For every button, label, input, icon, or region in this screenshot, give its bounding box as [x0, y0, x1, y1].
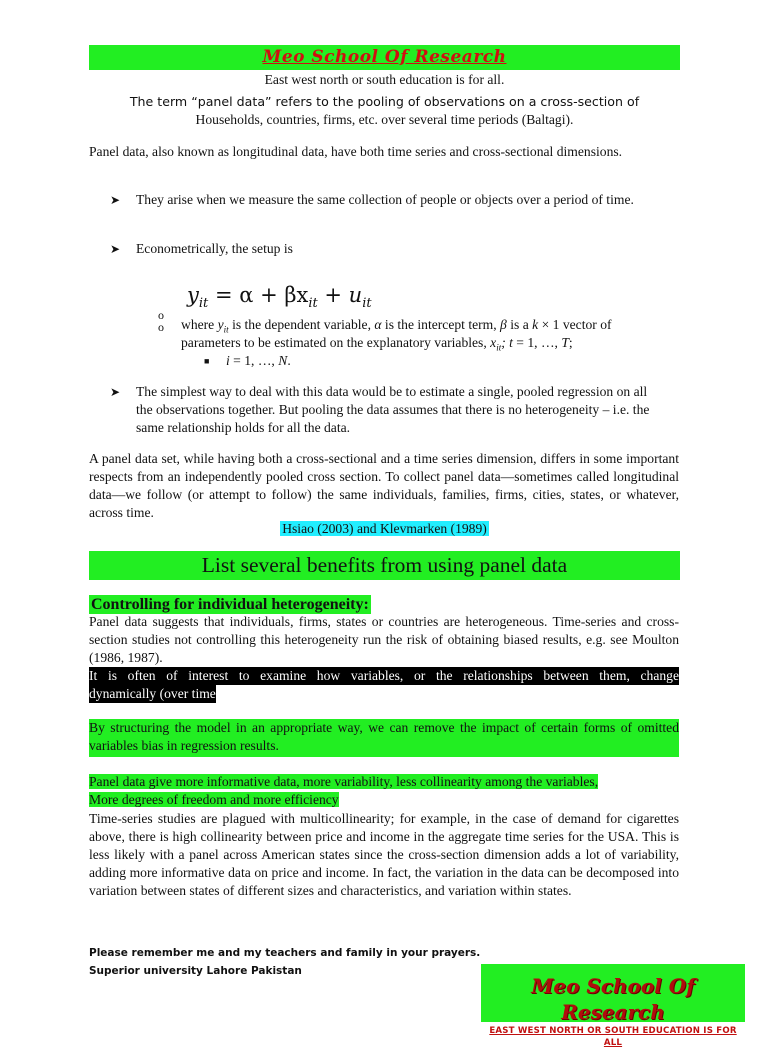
- arrow-bullet-icon: ➤: [110, 242, 121, 256]
- black-line-1: It is often of interest to examine how variables, or the relationships between them, change: [89, 668, 679, 683]
- footer: [89, 944, 489, 980]
- where-mid-1: is the dependent variable,: [228, 317, 375, 332]
- where-y: y: [217, 317, 224, 332]
- section-title: List several benefits from using panel data: [89, 551, 680, 580]
- square-item-i: i: [226, 353, 230, 368]
- quote-line-2: Households, countries, firms, etc. over several time periods (Baltagi).: [195, 112, 574, 127]
- definition-paragraph: Panel data, also known as longitudinal data, have both time series and cross-sectional dimensions.: [89, 144, 623, 159]
- footer-line-1: Please remember me and my teachers and family in your prayers.: [89, 947, 481, 959]
- formula-sub-y: it: [198, 296, 209, 312]
- formula-sub-x: it: [308, 296, 318, 312]
- formula-y: y: [187, 283, 199, 307]
- citation-line: [89, 520, 680, 538]
- bullet-item-3-text: The simplest way to deal with this data would be to estimate a single, pooled regression on all the observations together. But pooling the data assumes that there is no heterogeneity – i.e. the same relationship holds for all the data.: [136, 384, 650, 435]
- where-t: ; t: [501, 335, 513, 350]
- arrow-bullet-icon: ➤: [110, 193, 121, 207]
- formula-plus: + u: [317, 283, 363, 307]
- square-item-rest: = 1, …,: [229, 353, 279, 368]
- quote-line-1: The term “panel data” refers to the pooling of observations on a cross-section of: [129, 94, 640, 109]
- logo-subtitle: EAST WEST NORTH OR SOUTH EDUCATION IS FOR ALL: [489, 1026, 737, 1048]
- logo: [481, 964, 745, 1048]
- arrow-bullet-icon: ➤: [110, 385, 121, 399]
- where-alpha: α: [374, 317, 382, 332]
- green-line-1: Panel data give more informative data, more variability, less collinearity among the variables,: [89, 774, 599, 789]
- heterogeneity-paragraph: Panel data suggests that individuals, firms, states or countries are heterogeneous. Time-series and cross-section studies not controlling this heterogeneity run the risk of obtaining biased results, e.g. see Moulton (1986, 1987).: [89, 614, 679, 665]
- circle-bullet-icon: o: [158, 320, 164, 334]
- where-line-2-prefix: parameters to be estimated on the explanatory variables,: [181, 335, 491, 350]
- where-k: k: [532, 317, 539, 332]
- footer-line-2: Superior university Lahore Pakistan: [89, 965, 302, 977]
- banner-title: Meo School Of Research: [262, 47, 507, 67]
- where-end: ;: [568, 335, 573, 350]
- tagline: East west north or south education is for all.: [264, 72, 505, 87]
- black-line-2: dynamically (over time: [89, 686, 216, 701]
- square-item: [226, 352, 291, 370]
- where-mid-2: is the intercept term,: [381, 317, 501, 332]
- bullet-item-2: [110, 240, 660, 258]
- sub-heading: Controlling for individual heterogeneity:: [91, 596, 369, 613]
- square-item-N: N: [278, 353, 288, 368]
- where-beta: β: [500, 317, 507, 332]
- header-banner: [89, 45, 680, 70]
- where-mid-3: is a: [506, 317, 533, 332]
- regression-formula: [187, 281, 372, 318]
- where-T: T: [561, 335, 569, 350]
- square-bullet-icon: ■: [204, 356, 210, 366]
- black-highlight-block: [89, 667, 679, 703]
- green-lines: [89, 773, 679, 809]
- bullet-item-3: [110, 383, 660, 437]
- bullet-item-2-text: Econometrically, the setup is: [136, 241, 293, 256]
- formula-sub-u: it: [362, 296, 372, 312]
- green-line-2: More degrees of freedom and more efficiency: [89, 792, 339, 807]
- logo-title: Meo School Of Research: [531, 974, 695, 1024]
- where-t-range: = 1, …,: [512, 335, 562, 350]
- circle-bullet-empty: o: [158, 308, 164, 322]
- where-y-sub: it: [223, 324, 229, 335]
- multicollinearity-paragraph: Time-series studies are plagued with multicollinearity; for example, in the case of demand for cigarettes above, there is high collinearity between price and income in the aggregate time series for the USA. This is less likely with a panel across American states since the cross-section dimension adds a lot of variability, adding more informative data on price and income. In fact, the variation in the data can be decomposed into variation between states of different sizes and characteristics, and variation within states.: [89, 811, 679, 898]
- where-x-sub: it: [496, 342, 502, 353]
- where-prefix: where: [181, 317, 218, 332]
- where-mid-4: × 1 vector of: [538, 317, 612, 332]
- square-item-dot: .: [287, 353, 291, 368]
- where-x: x: [490, 335, 497, 350]
- citation: Hsiao (2003) and Klevmarken (1989): [282, 521, 487, 536]
- formula-eq: = α + βx: [208, 283, 309, 307]
- green-highlight-block: By structuring the model in an appropriate way, we can remove the impact of certain forms of omitted variables bias in regression results.: [89, 719, 679, 757]
- panel-paragraph: A panel data set, while having both a cross-sectional and a time series dimension, differs in some important respects from an independently pooled cross section. To collect panel data—sometimes called longitudinal data—we follow (or attempt to follow) the same individuals, families, firms, cities, states, or whatever, across time.: [89, 451, 679, 520]
- bullet-item-1: [110, 191, 660, 209]
- bullet-item-1-text: They arise when we measure the same collection of people or objects over a period of time.: [136, 192, 634, 207]
